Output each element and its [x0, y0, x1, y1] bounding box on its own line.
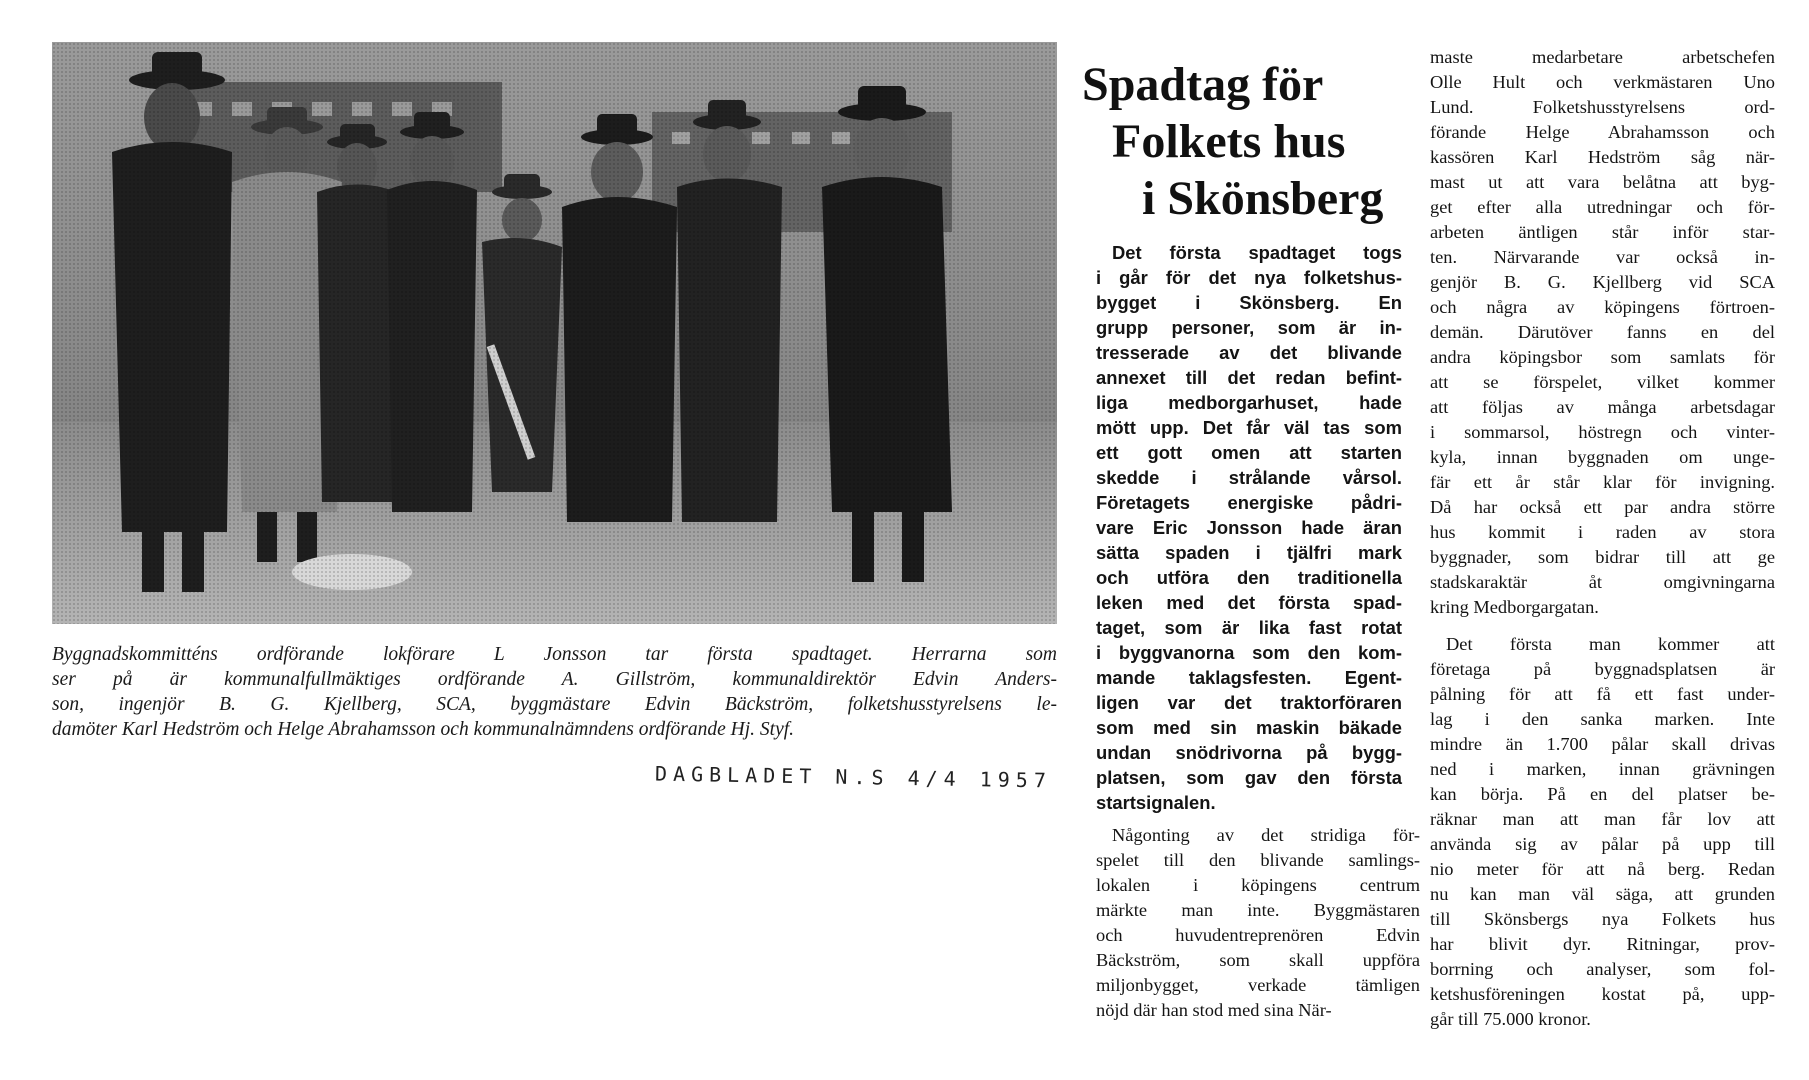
text-line: mast ut att vara belåtna att byg-	[1430, 172, 1775, 192]
text-line: i byggvanorna som den kom-	[1096, 642, 1402, 663]
text-line: maste medarbetare arbetschefen	[1430, 47, 1775, 67]
text-line: mande taklagsfesten. Egent-	[1096, 667, 1402, 688]
text-line: Lund. Folketshusstyrelsens ord-	[1430, 97, 1775, 117]
text-line: förande Helge Abrahamsson och	[1430, 122, 1775, 142]
text-line: undan snödrivorna på bygg-	[1096, 742, 1402, 763]
news-photo	[52, 42, 1057, 624]
text-line: stadskaraktär åt omgivningarna	[1430, 572, 1775, 592]
text-line: som med sin maskin bäkade	[1096, 717, 1402, 738]
text-line: Det första spadtaget togs	[1112, 242, 1402, 263]
text-line: och några av köpingens förtroen-	[1430, 297, 1775, 317]
text-line: företaga på byggnadsplatsen är	[1430, 659, 1775, 679]
text-line: använda sig av pålar på upp till	[1430, 834, 1775, 854]
headline-line-3: i Skönsberg	[1142, 172, 1384, 225]
text-line: kyla, innan byggnaden om unge-	[1430, 447, 1775, 467]
text-line: Olle Hult och verkmästaren Uno	[1430, 72, 1775, 92]
text-line: Det första man kommer att	[1446, 634, 1775, 654]
article-body-right-column	[1430, 45, 1775, 1032]
text-line: platsen, som gav den första	[1096, 767, 1402, 788]
text-line: går till 75.000 kronor.	[1430, 1009, 1591, 1029]
text-line: kan börja. På en del platser be-	[1430, 784, 1775, 804]
article-lead	[1096, 240, 1402, 815]
caption-line: Byggnadskommitténs ordförande lokförare L Jonsson tar första spadtaget. Herrarna som	[52, 644, 1057, 665]
headline-line-2: Folkets hus	[1112, 115, 1346, 168]
text-line: till Skönsbergs nya Folkets hus	[1430, 909, 1775, 929]
text-line: vare Eric Jonsson hade äran	[1096, 517, 1402, 538]
text-line: startsignalen.	[1096, 792, 1216, 813]
text-line: att följas av många arbetsdagar	[1430, 397, 1775, 417]
text-line: grupp personer, som är in-	[1096, 317, 1402, 338]
text-line: fär ett år står klar för invigning.	[1430, 472, 1775, 492]
text-line: nöjd där han stod med sina När-	[1096, 1000, 1332, 1020]
text-line: och huvudentreprenören Edvin	[1096, 925, 1420, 945]
headline-line-1: Spadtag för	[1082, 58, 1324, 111]
caption-line: damöter Karl Hedström och Helge Abrahamsson och kommunalnämndens ordförande Hj. Styf.	[52, 719, 795, 740]
group-photo-icon	[52, 42, 1057, 624]
text-line: lokalen i köpingens centrum	[1096, 875, 1420, 895]
text-line: tresserade av det blivande	[1096, 342, 1402, 363]
text-line: taget, som är lika fast rotat	[1096, 617, 1402, 638]
text-line: Bäckström, som skall uppföra	[1096, 950, 1420, 970]
text-line: i sommarsol, höstregn och vinter-	[1430, 422, 1775, 442]
text-line: Någonting av det stridiga för-	[1112, 825, 1420, 845]
text-line: demän. Därutöver fanns en del	[1430, 322, 1775, 342]
text-line: Då har också ett par andra större	[1430, 497, 1775, 517]
article-headline	[1082, 56, 1422, 227]
text-line: annexet till det redan befint-	[1096, 367, 1402, 388]
text-line: kring Medborgargatan.	[1430, 597, 1599, 617]
text-line: lag i den sanka marken. Inte	[1430, 709, 1775, 729]
text-line: kassören Karl Hedström såg när-	[1430, 147, 1775, 167]
text-line: liga medborgarhuset, hade	[1096, 392, 1402, 413]
text-line: borrning och analyser, som fol-	[1430, 959, 1775, 979]
text-line: get efter alla utredningar och för-	[1430, 197, 1775, 217]
text-line: bygget i Skönsberg. En	[1096, 292, 1402, 313]
text-line: andra köpingsbor som samlats för	[1430, 347, 1775, 367]
text-line: har blivit dyr. Ritningar, prov-	[1430, 934, 1775, 954]
text-line: sätta spaden i tjälfri mark	[1096, 542, 1402, 563]
text-line: mött upp. Det får väl tas som	[1096, 417, 1402, 438]
text-line: ketshusföreningen kostat på, upp-	[1430, 984, 1775, 1004]
text-line: och utföra den traditionella	[1096, 567, 1402, 588]
text-line: nio meter för att nå berg. Redan	[1430, 859, 1775, 879]
text-line: miljonbygget, verkade tämligen	[1096, 975, 1420, 995]
text-line: leken med det första spad-	[1096, 592, 1402, 613]
article-body-middle-column	[1096, 823, 1420, 1023]
text-line: att se förspelet, vilket kommer	[1430, 372, 1775, 392]
text-line: skedde i strålande vårsol.	[1096, 467, 1402, 488]
photo-caption	[52, 642, 1057, 742]
text-line: räknar man att man får lov att	[1430, 809, 1775, 829]
text-line: ligen var det traktorföraren	[1096, 692, 1402, 713]
text-line: nu kan man väl säga, att grunden	[1430, 884, 1775, 904]
text-line: märkte man inte. Byggmästaren	[1096, 900, 1420, 920]
text-line: Företagets energiske pådri-	[1096, 492, 1402, 513]
caption-line: ser på är kommunalfullmäktiges ordförande A. Gillström, kommunaldirektör Edvin Anders-	[52, 669, 1057, 690]
caption-line: son, ingenjör B. G. Kjellberg, SCA, byggmästare Edvin Bäckström, folketshusstyrelsens le-	[52, 694, 1057, 715]
text-line: byggnader, som bidrar till att ge	[1430, 547, 1775, 567]
text-line: genjör B. G. Kjellberg vid SCA	[1430, 272, 1775, 292]
text-line: arbeten äntligen står inför star-	[1430, 222, 1775, 242]
text-line: i går för det nya folketshus-	[1096, 267, 1402, 288]
text-line: ten. Närvarande var också in-	[1430, 247, 1775, 267]
handwritten-date-note: DAGBLADET N.S 4/4 1957	[654, 761, 1053, 793]
text-line: spelet till den blivande samlings-	[1096, 850, 1420, 870]
text-line: pålning för att få ett fast under-	[1430, 684, 1775, 704]
text-line: ett gott omen att starten	[1096, 442, 1402, 463]
text-line: mindre än 1.700 pålar skall drivas	[1430, 734, 1775, 754]
text-line: ned i marken, innan grävningen	[1430, 759, 1775, 779]
text-line: hus kommit i raden av stora	[1430, 522, 1775, 542]
paragraph-gap	[1430, 620, 1775, 632]
